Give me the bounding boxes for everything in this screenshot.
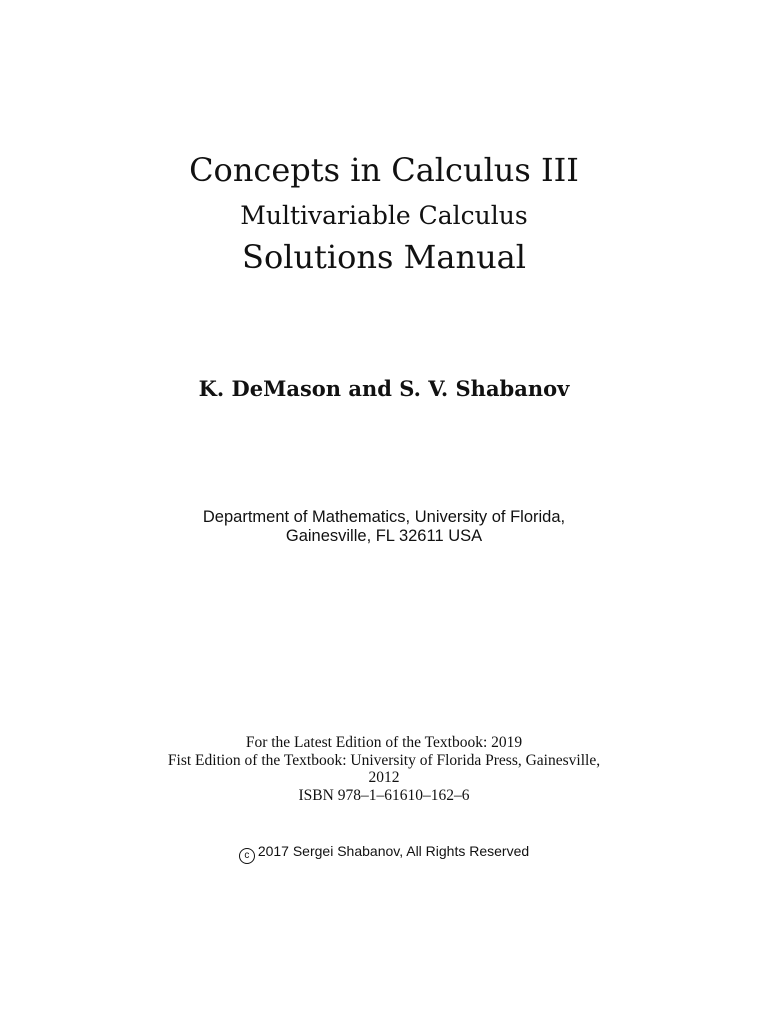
- first-edition-line-2: 2012: [368, 769, 400, 786]
- edition-info: [0, 734, 768, 804]
- affiliation-line-1: Department of Mathematics, University of Florida,: [202, 508, 566, 526]
- affiliation-line-2: Gainesville, FL 32611 USA: [285, 527, 483, 545]
- affiliation: [0, 508, 768, 546]
- manual-title: Solutions Manual: [242, 238, 526, 276]
- book-subtitle: Multivariable Calculus: [240, 201, 528, 230]
- copyright-text: 2017 Sergei Shabanov, All Rights Reserved: [257, 843, 530, 859]
- authors: K. DeMason and S. V. Shabanov: [198, 376, 570, 401]
- book-title: Concepts in Calculus III: [189, 151, 579, 189]
- first-edition-line-1: Fist Edition of the Textbook: University of Florida Press, Gainesville,: [167, 751, 601, 769]
- copyright-notice: [0, 842, 768, 864]
- latest-edition: For the Latest Edition of the Textbook: 2019: [245, 734, 523, 751]
- isbn: ISBN 978–1–61610–162–6: [298, 786, 470, 804]
- copyright-icon: c: [239, 848, 255, 864]
